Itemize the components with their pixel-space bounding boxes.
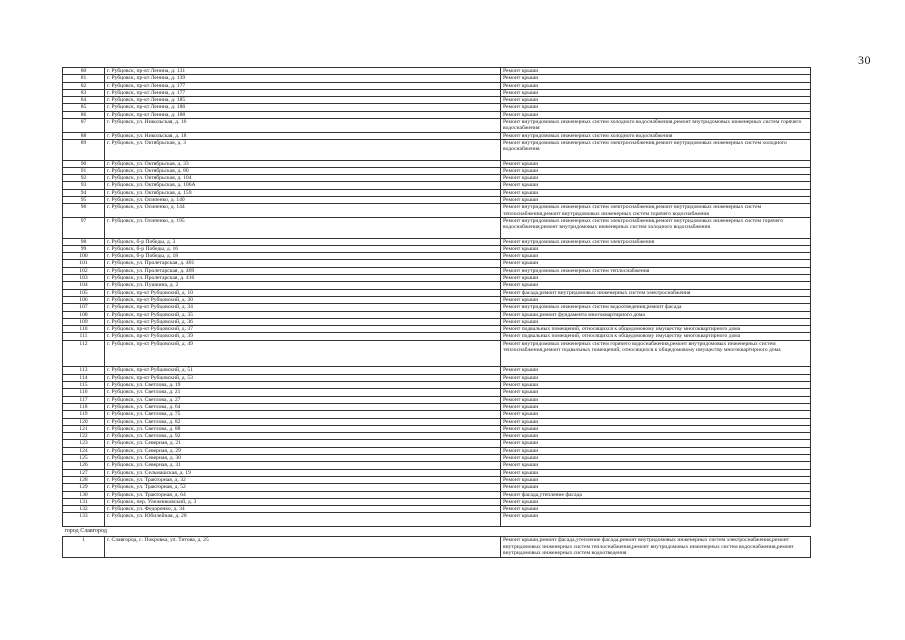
row-number: 99 xyxy=(63,245,105,252)
table-row xyxy=(63,491,811,498)
work-type-cell: Ремонт крыши xyxy=(501,68,811,75)
work-type-cell: Ремонт фасада,ремонт внутридомовых инженерных систем электроснабжения xyxy=(501,289,811,296)
work-type-cell: Ремонт крыши xyxy=(501,425,811,432)
address-cell: г. Рубцовск, ул. Светлова, д. 75 xyxy=(105,411,501,418)
table-row xyxy=(63,253,811,260)
address-cell: г. Рубцовск, б-р Победы, д. 3 xyxy=(105,238,501,245)
work-type-cell: Ремонт крыши xyxy=(501,396,811,403)
row-number: 125 xyxy=(63,455,105,462)
row-number: 89 xyxy=(63,140,105,160)
section-heading-row xyxy=(63,527,811,537)
address-cell: г. Рубцовск, ул. Осипенко, д. 140 xyxy=(105,197,501,204)
address-cell: г. Рубцовск, пр-кт Ленина, д. 185 xyxy=(105,97,501,104)
row-number: 118 xyxy=(63,403,105,410)
table-row xyxy=(63,160,811,167)
row-number: 106 xyxy=(63,296,105,303)
address-cell: г. Рубцовск, ул. Пушкина, д. 2 xyxy=(105,282,501,289)
table-row xyxy=(63,367,811,374)
work-type-cell: Ремонт крыши xyxy=(501,498,811,505)
address-cell: г. Славгород, с. Покровка, ул. Титова, д. 25 xyxy=(105,537,501,557)
row-number: 127 xyxy=(63,469,105,476)
row-number: 80 xyxy=(63,68,105,75)
table-row xyxy=(63,537,811,557)
table-row xyxy=(63,189,811,196)
row-number: 88 xyxy=(63,132,105,139)
address-cell: г. Рубцовск, б-р Победы, д. 16 xyxy=(105,245,501,252)
work-type-cell: Ремонт крыши xyxy=(501,484,811,491)
address-cell: г. Рубцовск, б-р Победы, д. 18 xyxy=(105,253,501,260)
address-cell: г. Рубцовск, пр-кт Рубцовский, д. 49 xyxy=(105,340,501,367)
row-number: 132 xyxy=(63,506,105,513)
row-number: 107 xyxy=(63,304,105,311)
work-type-cell: Ремонт крыши xyxy=(501,282,811,289)
table-row xyxy=(63,418,811,425)
work-type-cell: Ремонт внутридомовых инженерных систем теплоснабжения xyxy=(501,267,811,274)
address-cell: г. Рубцовск, пр-кт Ленина, д. 177 xyxy=(105,82,501,89)
address-cell: г. Рубцовск, ул. Осипенко, д. 144 xyxy=(105,204,501,218)
row-number: 90 xyxy=(63,160,105,167)
row-number: 120 xyxy=(63,418,105,425)
address-cell: г. Рубцовск, ул. Светлова, д. 92 xyxy=(105,433,501,440)
address-cell: г. Рубцовск, ул. Пролетарская, д. 401 xyxy=(105,260,501,267)
address-cell: г. Рубцовск, ул. Тракторная, д. 32 xyxy=(105,476,501,483)
table-row xyxy=(63,455,811,462)
row-number: 117 xyxy=(63,396,105,403)
work-type-cell: Ремонт внутридомовых инженерных систем горячего водоснабжения,ремонт внутридомовых инженерных систем теплоснабжения,ремонт подвальных помещений, относящихся к общедомовому имуществу многоквартирного дома xyxy=(501,340,811,367)
table-row xyxy=(63,389,811,396)
table-row xyxy=(63,68,811,75)
row-number: 110 xyxy=(63,326,105,333)
work-type-cell: Ремонт подвальных помещений, относящихся к общедомовому имуществу многоквартирного дома xyxy=(501,326,811,333)
table-row xyxy=(63,275,811,282)
row-number: 100 xyxy=(63,253,105,260)
table-row xyxy=(63,476,811,483)
address-cell: г. Рубцовск, пр-кт Ленина, д. 131 xyxy=(105,68,501,75)
address-cell: г. Рубцовск, ул. Никольская, д. 16 xyxy=(105,119,501,133)
table-row xyxy=(63,513,811,527)
table-row xyxy=(63,245,811,252)
work-type-cell: Ремонт крыши xyxy=(501,97,811,104)
table-row xyxy=(63,132,811,139)
work-type-cell: Ремонт крыши,ремонт фундамента многоквартирного дома xyxy=(501,311,811,318)
address-cell: г. Рубцовск, ул. Юбилейная, д. 28 xyxy=(105,513,501,527)
table-row xyxy=(63,374,811,381)
work-type-cell: Ремонт внутридомовых инженерных систем электроснабжения,ремонт внутридомовых инженерных систем горячего водоснабжения,ремонт внутридомовых инженерных систем холодного водоснабжения xyxy=(501,218,811,238)
row-number: 1 xyxy=(63,537,105,557)
address-cell: г. Рубцовск, ул. Сельмашская, д. 19 xyxy=(105,469,501,476)
table-row xyxy=(63,75,811,82)
address-cell: г. Рубцовск, пр-кт Ленина, д. 177 xyxy=(105,89,501,96)
address-cell: г. Рубцовск, пр-кт Рубцовский, д. 37 xyxy=(105,326,501,333)
table-row xyxy=(63,506,811,513)
work-type-cell: Ремонт крыши xyxy=(501,104,811,111)
row-number: 91 xyxy=(63,167,105,174)
row-number: 97 xyxy=(63,218,105,238)
table-row xyxy=(63,462,811,469)
document-sheet xyxy=(62,67,810,558)
work-type-cell: Ремонт внутридомовых инженерных систем электроснабжения,ремонт внутридомовых инженерных систем холодного водоснабжения xyxy=(501,140,811,160)
table-row xyxy=(63,204,811,218)
table-row xyxy=(63,82,811,89)
table-row xyxy=(63,296,811,303)
work-type-cell: Ремонт крыши xyxy=(501,433,811,440)
work-type-cell: Ремонт внутридомовых инженерных систем водоотведения,ремонт фасада xyxy=(501,304,811,311)
table-row xyxy=(63,433,811,440)
row-number: 114 xyxy=(63,374,105,381)
address-cell: г. Рубцовск, ул. Северная, д. 30 xyxy=(105,455,501,462)
row-number: 104 xyxy=(63,282,105,289)
address-cell: г. Рубцовск, ул. Светлова, д. 21 xyxy=(105,389,501,396)
work-type-cell: Ремонт крыши xyxy=(501,318,811,325)
row-number: 102 xyxy=(63,267,105,274)
work-type-cell: Ремонт крыши xyxy=(501,275,811,282)
work-type-cell: Ремонт крыши xyxy=(501,389,811,396)
row-number: 133 xyxy=(63,513,105,527)
table-row xyxy=(63,311,811,318)
address-cell: г. Рубцовск, пр-кт Рубцовский, д. 53 xyxy=(105,374,501,381)
address-cell: г. Рубцовск, ул. Осипенко, д. 195 xyxy=(105,218,501,238)
table-row xyxy=(63,282,811,289)
row-number: 123 xyxy=(63,440,105,447)
work-type-cell: Ремонт крыши xyxy=(501,469,811,476)
address-cell: г. Рубцовск, ул. Северная, д. 31 xyxy=(105,462,501,469)
work-type-cell: Ремонт крыши,ремонт фасада,утепление фасада,ремонт внутридомовых инженерных систем электроснабжения,ремонт внутридомовых инженерных систем теплоснабжения,ремонт внутридомовых инженерных систем водоснабжения,ремонт внутридомовых инженерных систем водоотведения xyxy=(501,537,811,557)
address-cell: г. Рубцовск, пр-кт Рубцовский, д. 10 xyxy=(105,289,501,296)
table-row xyxy=(63,218,811,238)
row-number: 128 xyxy=(63,476,105,483)
row-number: 108 xyxy=(63,311,105,318)
table-row xyxy=(63,175,811,182)
work-type-cell: Ремонт крыши xyxy=(501,476,811,483)
row-number: 112 xyxy=(63,340,105,367)
row-number: 84 xyxy=(63,97,105,104)
table-row xyxy=(63,140,811,160)
address-cell: г. Рубцовск, ул. Пролетарская, д. 416 xyxy=(105,275,501,282)
table-row xyxy=(63,498,811,505)
work-type-cell: Ремонт внутридомовых инженерных систем холодного водоснабжения xyxy=(501,132,811,139)
work-type-cell: Ремонт крыши xyxy=(501,403,811,410)
table-row xyxy=(63,167,811,174)
work-type-cell: Ремонт крыши xyxy=(501,245,811,252)
table-row xyxy=(63,411,811,418)
row-number: 93 xyxy=(63,182,105,189)
work-type-cell: Ремонт крыши xyxy=(501,89,811,96)
address-cell: г. Рубцовск, пер. Улежниковский, д. 3 xyxy=(105,498,501,505)
work-type-cell: Ремонт крыши xyxy=(501,189,811,196)
section-title: город Славгород xyxy=(63,527,811,537)
work-type-cell: Ремонт крыши xyxy=(501,260,811,267)
work-type-cell: Ремонт крыши xyxy=(501,197,811,204)
row-number: 129 xyxy=(63,484,105,491)
address-cell: г. Рубцовск, пр-кт Ленина, д. 186 xyxy=(105,104,501,111)
address-cell: г. Рубцовск, пр-кт Рубцовский, д. 51 xyxy=(105,367,501,374)
row-number: 83 xyxy=(63,89,105,96)
address-cell: г. Рубцовск, ул. Октябрьская, д. 80 xyxy=(105,167,501,174)
row-number: 122 xyxy=(63,433,105,440)
table-row xyxy=(63,484,811,491)
row-number: 113 xyxy=(63,367,105,374)
address-cell: г. Рубцовск, пр-кт Ленина, д. 188 xyxy=(105,111,501,118)
address-cell: г. Рубцовск, пр-кт Рубцовский, д. 34 xyxy=(105,304,501,311)
table-row xyxy=(63,326,811,333)
row-number: 119 xyxy=(63,411,105,418)
table-row xyxy=(63,396,811,403)
address-cell: г. Рубцовск, ул. Северная, д. 29 xyxy=(105,447,501,454)
row-number: 82 xyxy=(63,82,105,89)
table-row xyxy=(63,469,811,476)
row-number: 81 xyxy=(63,75,105,82)
work-type-cell: Ремонт подвальных помещений, относящихся к общедомовому имуществу многоквартирного дома xyxy=(501,333,811,340)
table-row xyxy=(63,318,811,325)
row-number: 111 xyxy=(63,333,105,340)
work-type-cell: Ремонт крыши xyxy=(501,182,811,189)
row-number: 130 xyxy=(63,491,105,498)
work-type-cell: Ремонт крыши xyxy=(501,374,811,381)
address-cell: г. Рубцовск, ул. Октябрьская, д. 3 xyxy=(105,140,501,160)
address-cell: г. Рубцовск, ул. Северная, д. 21 xyxy=(105,440,501,447)
address-cell: г. Рубцовск, ул. Октябрьская, д. 104 xyxy=(105,175,501,182)
address-cell: г. Рубцовск, пр-кт Рубцовский, д. 36 xyxy=(105,318,501,325)
table-row xyxy=(63,182,811,189)
work-type-cell: Ремонт крыши xyxy=(501,513,811,527)
work-type-cell: Ремонт крыши xyxy=(501,382,811,389)
address-cell: г. Рубцовск, ул. Октябрьская, д. 159 xyxy=(105,189,501,196)
table-row xyxy=(63,333,811,340)
row-number: 121 xyxy=(63,425,105,432)
table-row xyxy=(63,89,811,96)
table-row xyxy=(63,119,811,133)
address-cell: г. Рубцовск, ул. Октябрьская, д. 106А xyxy=(105,182,501,189)
row-number: 116 xyxy=(63,389,105,396)
table-row xyxy=(63,260,811,267)
table-row xyxy=(63,238,811,245)
row-number: 95 xyxy=(63,197,105,204)
address-cell: г. Рубцовск, ул. Октябрьская, д. 33 xyxy=(105,160,501,167)
row-number: 96 xyxy=(63,204,105,218)
table-row xyxy=(63,289,811,296)
work-type-cell: Ремонт крыши xyxy=(501,506,811,513)
row-number: 115 xyxy=(63,382,105,389)
table-row xyxy=(63,382,811,389)
row-number: 103 xyxy=(63,275,105,282)
work-type-cell: Ремонт крыши xyxy=(501,455,811,462)
work-type-cell: Ремонт крыши xyxy=(501,82,811,89)
table-row xyxy=(63,97,811,104)
work-type-cell: Ремонт крыши xyxy=(501,462,811,469)
address-cell: г. Рубцовск, ул. Тракторная, д. 64 xyxy=(105,491,501,498)
row-number: 94 xyxy=(63,189,105,196)
table-row xyxy=(63,440,811,447)
row-number: 86 xyxy=(63,111,105,118)
address-cell: г. Рубцовск, ул. Светлова, д. 27 xyxy=(105,396,501,403)
row-number: 85 xyxy=(63,104,105,111)
work-type-cell: Ремонт крыши xyxy=(501,160,811,167)
work-type-cell: Ремонт внутридомовых инженерных систем электроснабжения xyxy=(501,238,811,245)
address-cell: г. Рубцовск, ул. Никольская, д. 18 xyxy=(105,132,501,139)
table-row xyxy=(63,267,811,274)
address-cell: г. Рубцовск, пр-кт Рубцовский, д. 39 xyxy=(105,333,501,340)
table-row xyxy=(63,403,811,410)
work-type-cell: Ремонт крыши xyxy=(501,167,811,174)
work-type-cell: Ремонт крыши xyxy=(501,411,811,418)
address-cell: г. Рубцовск, пр-кт Рубцовский, д. 35 xyxy=(105,311,501,318)
work-type-cell: Ремонт крыши xyxy=(501,253,811,260)
address-cell: г. Рубцовск, ул. Светлова, д. 88 xyxy=(105,425,501,432)
row-number: 126 xyxy=(63,462,105,469)
row-number: 87 xyxy=(63,119,105,133)
address-cell: г. Рубцовск, ул. Федоренко, д. 34 xyxy=(105,506,501,513)
page-number: 30 xyxy=(858,53,871,67)
table-row xyxy=(63,340,811,367)
work-type-cell: Ремонт крыши xyxy=(501,111,811,118)
address-cell: г. Рубцовск, ул. Пролетарская, д. 409 xyxy=(105,267,501,274)
address-cell: г. Рубцовск, ул. Светлова, д. 19 xyxy=(105,382,501,389)
table-row xyxy=(63,304,811,311)
work-type-cell: Ремонт крыши xyxy=(501,418,811,425)
row-number: 109 xyxy=(63,318,105,325)
table-row xyxy=(63,104,811,111)
work-type-cell: Ремонт крыши xyxy=(501,447,811,454)
row-number: 105 xyxy=(63,289,105,296)
table-row xyxy=(63,111,811,118)
address-cell: г. Рубцовск, ул. Светлова, д. 64 xyxy=(105,403,501,410)
work-type-cell: Ремонт крыши xyxy=(501,175,811,182)
address-cell: г. Рубцовск, ул. Тракторная, д. 52 xyxy=(105,484,501,491)
work-type-cell: Ремонт крыши xyxy=(501,367,811,374)
address-cell: г. Рубцовск, ул. Светлова, д. 82 xyxy=(105,418,501,425)
row-number: 92 xyxy=(63,175,105,182)
work-type-cell: Ремонт фасада,утепление фасада xyxy=(501,491,811,498)
table-row xyxy=(63,447,811,454)
work-type-cell: Ремонт внутридомовых инженерных систем электроснабжения,ремонт внутридомовых инженерных систем теплоснабжения,ремонт внутридомовых инженерных систем горячего водоснабжения xyxy=(501,204,811,218)
address-cell: г. Рубцовск, пр-кт Ленина, д. 139 xyxy=(105,75,501,82)
row-number: 131 xyxy=(63,498,105,505)
address-cell: г. Рубцовск, пр-кт Рубцовский, д. 30 xyxy=(105,296,501,303)
work-type-cell: Ремонт крыши xyxy=(501,296,811,303)
table-row xyxy=(63,425,811,432)
work-type-cell: Ремонт крыши xyxy=(501,440,811,447)
row-number: 98 xyxy=(63,238,105,245)
work-type-cell: Ремонт крыши xyxy=(501,75,811,82)
row-number: 101 xyxy=(63,260,105,267)
table-row xyxy=(63,197,811,204)
row-number: 124 xyxy=(63,447,105,454)
work-type-cell: Ремонт внутридомовых инженерных систем холодного водоснабжения,ремонт внутридомовых инженерных систем горячего водоснабжения xyxy=(501,119,811,133)
repair-register-table xyxy=(62,67,811,558)
